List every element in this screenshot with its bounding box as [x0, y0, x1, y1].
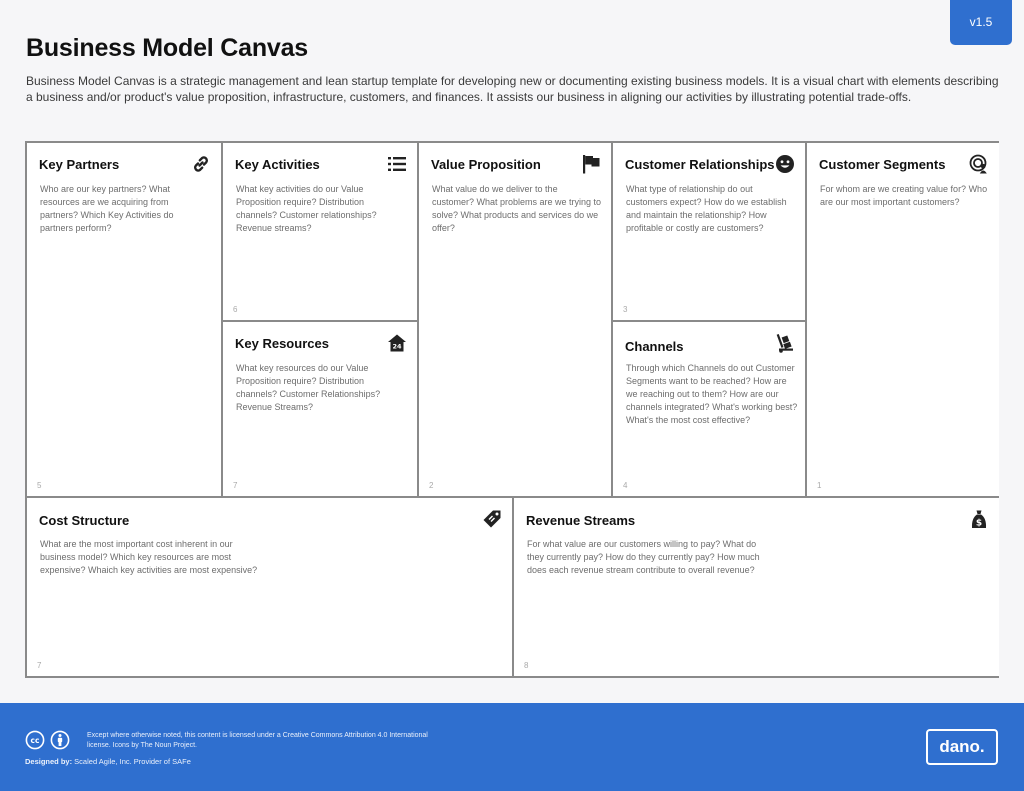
key-partners-cell — [27, 143, 223, 498]
attribution-icon — [50, 730, 70, 750]
customer-segments-title: Customer Segments — [819, 157, 946, 172]
price-tag-icon — [482, 509, 502, 529]
cc-icon — [25, 730, 45, 750]
page-title: Business Model Canvas — [26, 34, 309, 62]
channels-title: Channels — [625, 339, 684, 354]
cost-structure-cell — [27, 498, 514, 676]
resources-icon — [387, 333, 407, 353]
svg-text:$: $ — [975, 518, 983, 529]
canvas-grid — [25, 141, 999, 678]
intro-text: Business Model Canvas is a strategic management and lean startup template for developing new or documenting existing business models. It is a visual chart with elements describing a business and/or product's value proposition, infrastructure, customers, and finances. It assists our business in aligning our activities by illustrating potential trade-offs. — [26, 74, 999, 104]
hand-truck-icon — [775, 333, 795, 353]
value-proposition-title: Value Proposition — [431, 157, 541, 172]
key-partners-description: Who are our key partners? What resources are we acquiring from partners? Which Key Activities do partners perform? — [40, 184, 174, 233]
revenue-streams-cell — [514, 498, 999, 676]
customer-segments-description: For whom are we creating value for? Who are our most important customers? — [820, 184, 988, 207]
key-resources-cell — [223, 322, 419, 498]
value-proposition-description: What value do we deliver to the customer? What problems are we trying to solve? What products and services do we offer? — [432, 184, 602, 233]
key-resources-description: What key resources do our Value Proposition require? Distribution channels? Customer Relationships? Revenue Streams? — [236, 363, 381, 412]
dano-logo: dano. — [926, 729, 998, 765]
revenue-streams-description: For what value are our customers willing to pay? What do they currently pay? How do they currently pay? How much does each revenue stream contribute to overall revenue? — [527, 539, 760, 575]
key-activities-number: 6 — [233, 305, 238, 314]
key-activities-description: What key activities do our Value Proposition require? Distribution channels? Customer relationships? Revenue streams? — [236, 184, 377, 233]
money-bag-icon — [969, 509, 989, 529]
channels-description: Through which Channels do out Customer Segments want to be reached? How are we reaching out to them? How are our channels integrated? What's working best? What's the most cost effective? — [626, 363, 798, 425]
customer-relationships-number: 3 — [623, 305, 628, 314]
cost-structure-title: Cost Structure — [39, 513, 130, 528]
customer-segments-number: 1 — [817, 481, 822, 490]
key-resources-title: Key Resources — [235, 336, 329, 351]
key-partners-title: Key Partners — [39, 157, 120, 172]
designed-by-label: Designed by: — [25, 757, 73, 766]
target-user-icon — [969, 154, 989, 174]
designed-by — [25, 757, 191, 766]
flag-icon — [581, 154, 601, 174]
value-proposition-cell — [419, 143, 613, 498]
channels-cell — [613, 322, 807, 498]
designed-by-text: Scaled Agile, Inc. Provider of SAFe — [72, 757, 191, 766]
cost-structure-number: 7 — [37, 661, 42, 670]
list-icon — [387, 154, 407, 174]
footer — [0, 703, 1024, 791]
key-partners-number: 5 — [37, 481, 42, 490]
value-proposition-number: 2 — [429, 481, 434, 490]
customer-segments-cell — [807, 143, 999, 498]
revenue-streams-title: Revenue Streams — [526, 513, 636, 528]
revenue-streams-number: 8 — [524, 661, 529, 670]
key-activities-cell — [223, 143, 419, 322]
version-badge: v1.5 — [950, 0, 1012, 45]
key-resources-number: 7 — [233, 481, 238, 490]
cost-structure-description: What are the most important cost inherent in our business model? Which key resources are most expensive? Whaich key activities are most expensive? — [40, 539, 258, 575]
customer-relationships-cell — [613, 143, 807, 322]
customer-relationships-description: What type of relationship do out customers expect? How do we establish and maintain the relationship? How profitable or costly are customers? — [626, 184, 787, 233]
link-icon — [191, 154, 211, 174]
channels-number: 4 — [623, 481, 628, 490]
customer-relationships-title: Customer Relationships — [625, 157, 775, 172]
smiley-icon — [775, 154, 795, 174]
svg-text:cc: cc — [30, 736, 40, 745]
key-activities-title: Key Activities — [235, 157, 320, 172]
license-text: Except where otherwise noted, this content is licensed under a Creative Commons Attribution 4.0 International license. Icons by The Noun Project. — [87, 732, 428, 749]
svg-text:24: 24 — [392, 342, 402, 351]
